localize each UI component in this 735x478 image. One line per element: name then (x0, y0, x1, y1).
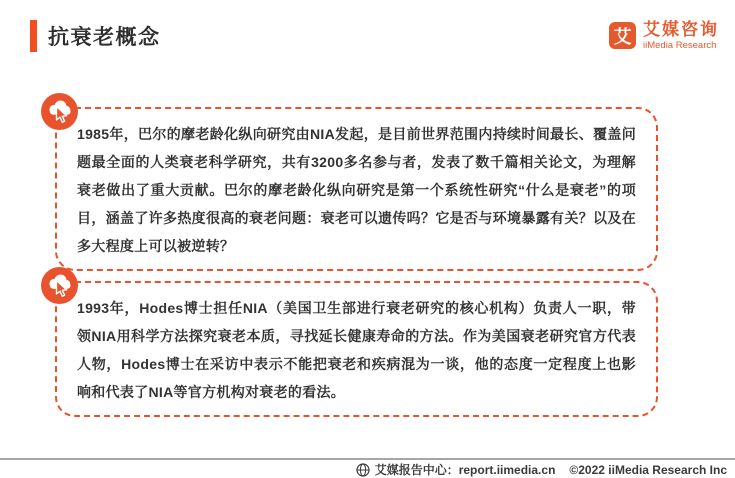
globe-icon (356, 463, 370, 477)
title-accent-bar (30, 20, 37, 52)
footer (356, 461, 727, 478)
callout-card-1985 (55, 107, 658, 271)
header (30, 20, 161, 52)
cloud-cursor-icon (41, 93, 78, 130)
footer-report-url: report.iimedia.cn (458, 462, 556, 477)
footer-report-center-label: 艾媒报告中心： (374, 463, 459, 477)
footer-copyright: ©2022 iiMedia Research Inc (569, 462, 727, 477)
logo-name-en: iiMedia Research (643, 40, 717, 51)
logo-text (643, 20, 719, 51)
logo-name-cn: 艾媒咨询 (643, 20, 719, 39)
footer-divider (0, 458, 735, 460)
cloud-cursor-icon (41, 267, 78, 304)
iimedia-logo-icon: 艾 (609, 22, 636, 49)
card-paragraph: 1985年，巴尔的摩老龄化纵向研究由NIA发起，是目前世界范围内持续时间最长、覆盖问题最全面的人类衰老科学研究，共有3200多名参与者，发表了数千篇相关论文，为理解衰老做出了重大贡献。巴尔的摩老龄化纵向研究是第一个系统性研究“什么是衰老”的项目，涵盖了许多热度很高的衰老问题：衰老可以遗传吗？它是否与环境暴露有关？以及在多大程度上可以被逆转？ (77, 126, 636, 254)
page-title: 抗衰老概念 (48, 26, 161, 49)
callout-card-1993 (55, 281, 658, 417)
card-paragraph: 1993年，Hodes博士担任NIA（美国卫生部进行衰老研究的核心机构）负责人一职，带领NIA用科学方法探究衰老本质，寻找延长健康寿命的方法。作为美国衰老研究官方代表人物，Hodes博士在采访中表示不能把衰老和疾病混为一谈，他的态度一定程度上也影响和代表了NIA等官方机构对衰老的看法。 (77, 300, 636, 400)
iimedia-logo (609, 20, 719, 51)
